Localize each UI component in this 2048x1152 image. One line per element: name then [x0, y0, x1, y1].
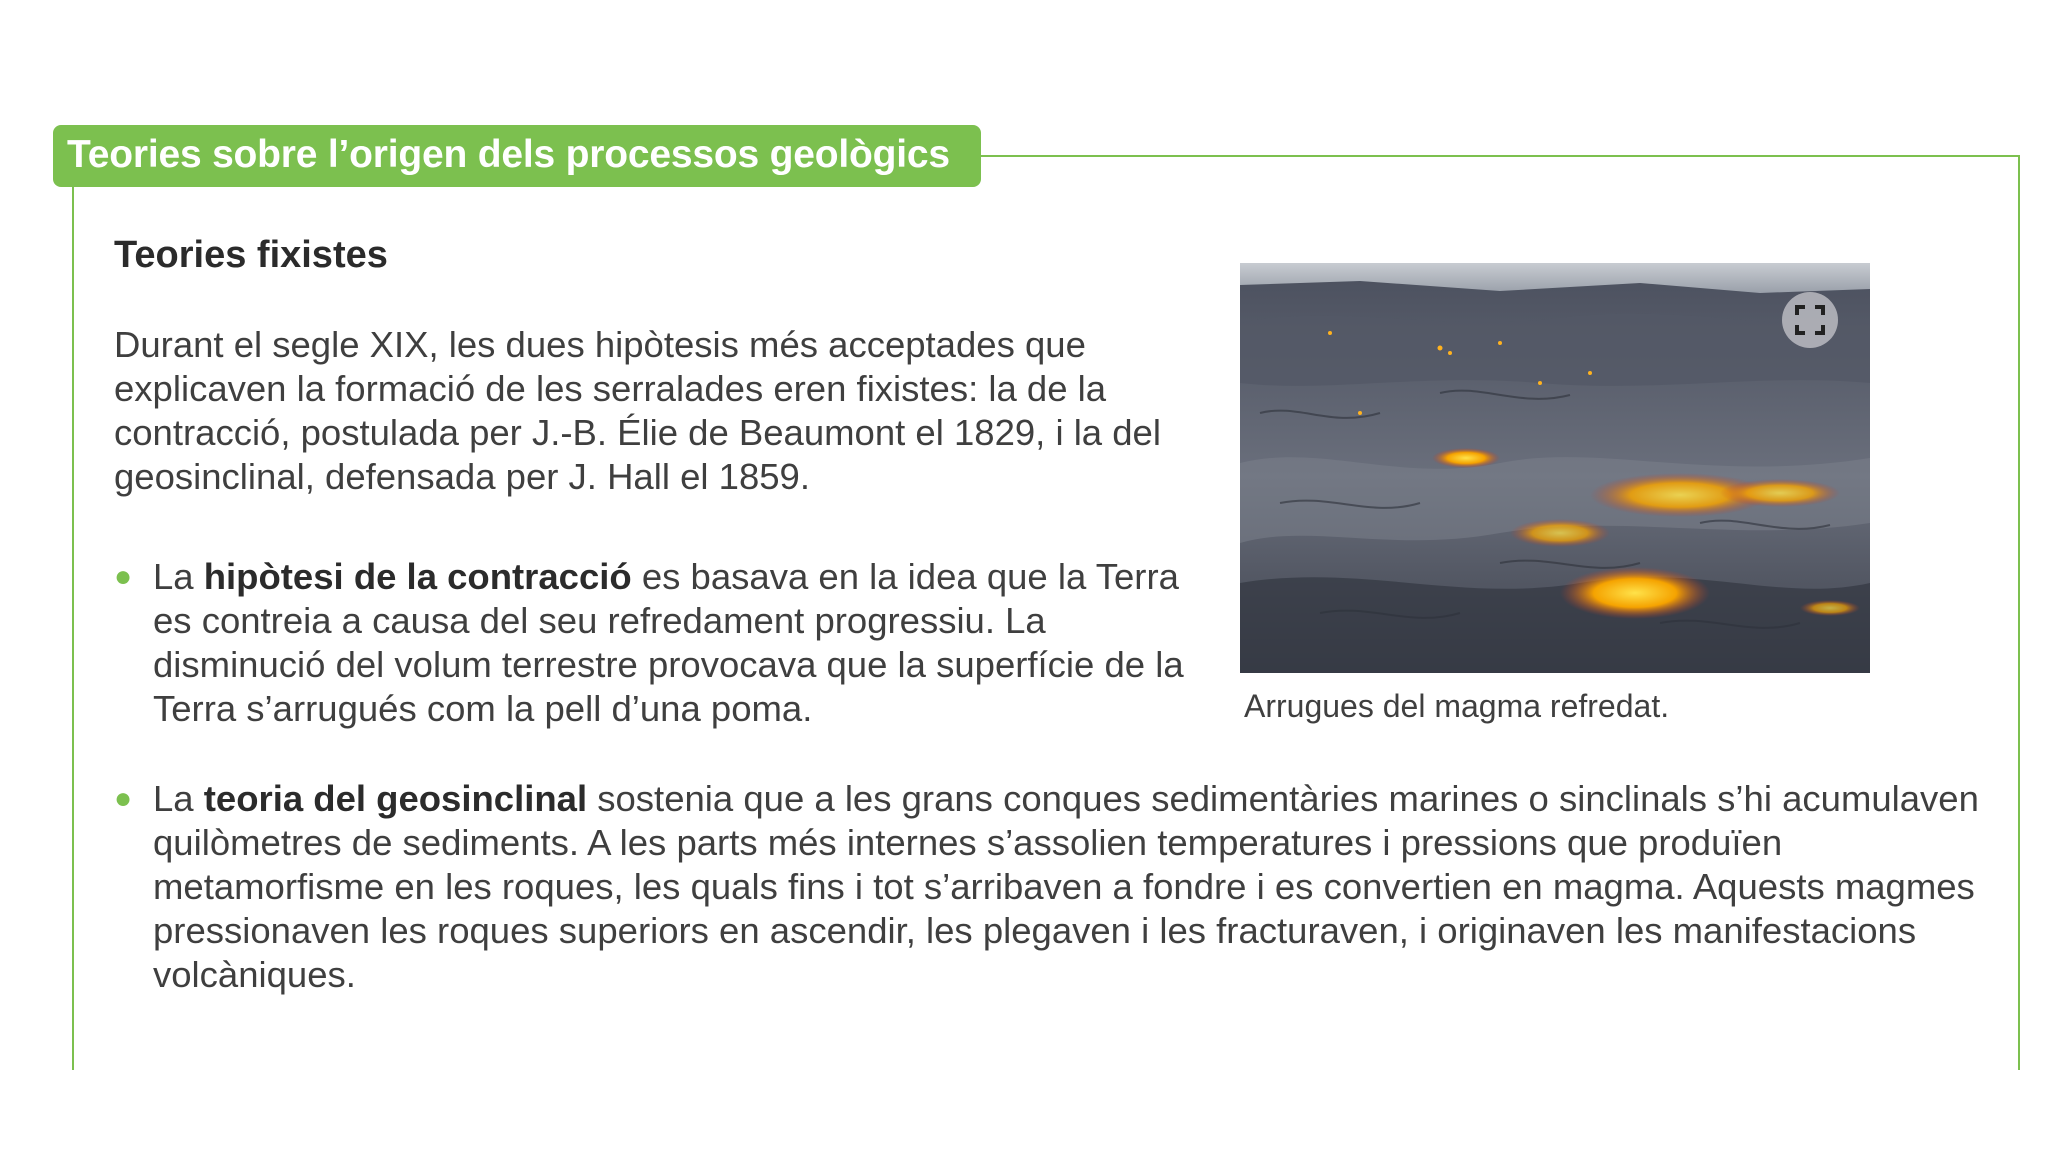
- lava-photo: [1240, 263, 1870, 673]
- frame-left-border: [72, 180, 74, 1070]
- expand-image-button[interactable]: [1782, 292, 1838, 348]
- list-item: [114, 555, 1194, 735]
- frame-top-border: [970, 155, 2020, 157]
- list-item: [114, 777, 1994, 1007]
- figure-caption: Arrugues del magma refredat.: [1244, 688, 1670, 724]
- intro-paragraph: Durant el segle XIX, les dues hipòtesis més acceptades que explicaven la formació de les serralades eren fixistes: la de la contracció, postulada per J.-B. Élie de Beaumont el 1829, i la del geosinclinal, defensada per J. Hall el 1859.: [114, 324, 1161, 497]
- key-term: hipòtesi de la contracció: [203, 556, 632, 597]
- bullet-dot-icon: ●: [114, 560, 133, 593]
- bullet-dot-icon: ●: [114, 782, 133, 815]
- frame-right-border: [2018, 155, 2020, 1070]
- subsection-title: Teories fixistes: [114, 234, 388, 276]
- list-item-text: La teoria del geosinclinal sostenia que a les grans conques sedimentàries marines o sinclinals s’hi acumulaven quilòmetres de sediments. A les parts més internes s’assolien temperatures i pressions que produïen metamorfisme en les roques, les quals fins i tot s’arribaven a fondre i es convertien en magma. Aquests magmes pressionaven les roques superiors en ascendir, les plegaven i les fracturaven, i originaven les manifestacions volcàniques.: [153, 778, 1979, 995]
- expand-icon: [1794, 304, 1826, 336]
- section-header-title: Teories sobre l’origen dels processos geològics: [67, 133, 950, 176]
- list-item-text: La hipòtesi de la contracció es basava en la idea que la Terra es contreia a causa del seu refredament progressiu. La disminució del volum terrestre provocava que la superfície de la Terra s’arrugués com la pell d’una poma.: [153, 556, 1184, 729]
- section-header-tab: [53, 125, 981, 187]
- lava-illustration: [1240, 263, 1870, 673]
- key-term: teoria del geosinclinal: [203, 778, 588, 819]
